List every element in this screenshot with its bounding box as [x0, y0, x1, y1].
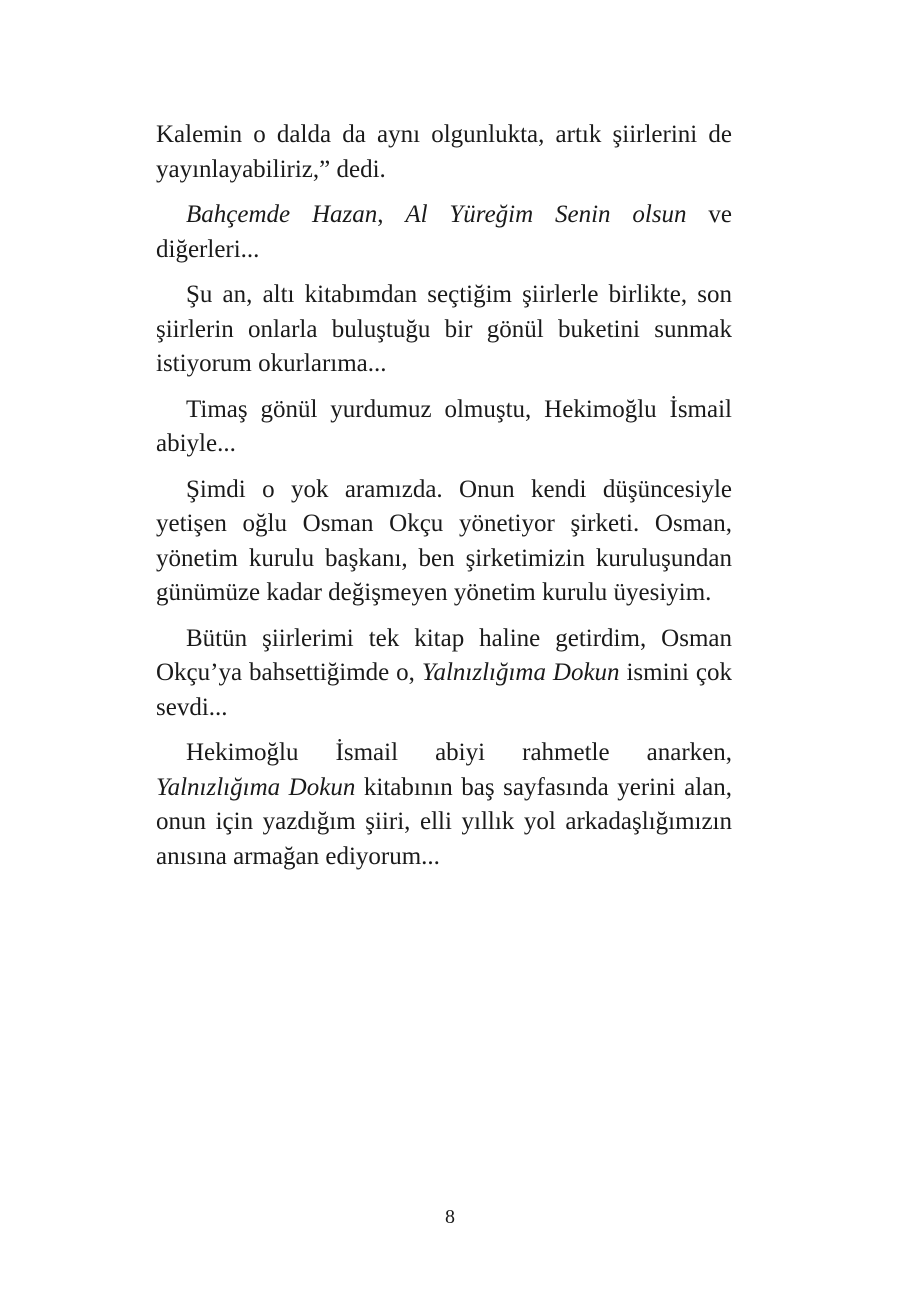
book-title-al-yuregim: Al Yüreğim Senin olsun: [405, 201, 687, 228]
paragraph-1-text: Kalemin o dalda da aynı olgunlukta, artık şiirlerini de yayınlayabiliriz,” dedi.: [156, 121, 732, 183]
paragraph-3-text: Şu an, altı kitabımdan seçtiğim şiirlerle birlikte, son şiirlerin onlarla buluştuğu bir gönül buketini sunmak istiyorum okurlarıma...: [156, 281, 732, 377]
paragraph-6-text-end: ismini çok sevdi...: [156, 659, 732, 721]
page-number: 8: [445, 1206, 455, 1228]
paragraph-2-text: ve diğerleri...: [156, 201, 732, 263]
paragraph-7: [156, 736, 732, 874]
paragraph-4: [156, 393, 732, 462]
paragraph-6: [156, 622, 732, 726]
paragraph-7-text-end: kitabının baş sayfasında yerini alan, onun için yazdığım şiiri, elli yıllık yol arkadaşlığımızın anısına armağan ediyorum...: [156, 773, 732, 870]
book-title-yalnizligima-dokun-2: Yalnızlığıma Dokun: [156, 773, 356, 801]
paragraph-3: [156, 278, 732, 382]
paragraph-7-text-start: Hekimoğlu İsmail abiyi rahmetle anarken,: [186, 739, 732, 766]
paragraph-2-separator: ,: [377, 201, 406, 228]
paragraph-1: [156, 118, 732, 187]
paragraph-6-text-start: Bütün şiirlerimi tek kitap haline getirdim, Osman Okçu’ya bahsettiğimde o,: [156, 624, 732, 686]
book-title-bahcemde-hazan: Bahçemde Hazan: [186, 201, 378, 228]
paragraph-2: [156, 198, 732, 267]
paragraph-5-text: Şimdi o yok aramızda. Onun kendi düşüncesiyle yetişen oğlu Osman Okçu yönetiyor şirketi. Osman, yönetim kurulu başkanı, ben şirketimizin kuruluşundan günümüze kadar değişmeyen yönetim kurulu üyesiyim.: [156, 475, 732, 606]
paragraph-5: [156, 473, 732, 611]
paragraph-4-text: Timaş gönül yurdumuz olmuştu, Hekimoğlu İsmail abiyle...: [156, 395, 732, 457]
page-body-text: [156, 118, 732, 885]
book-title-yalnizligima-dokun: Yalnızlığıma Dokun: [421, 659, 620, 686]
